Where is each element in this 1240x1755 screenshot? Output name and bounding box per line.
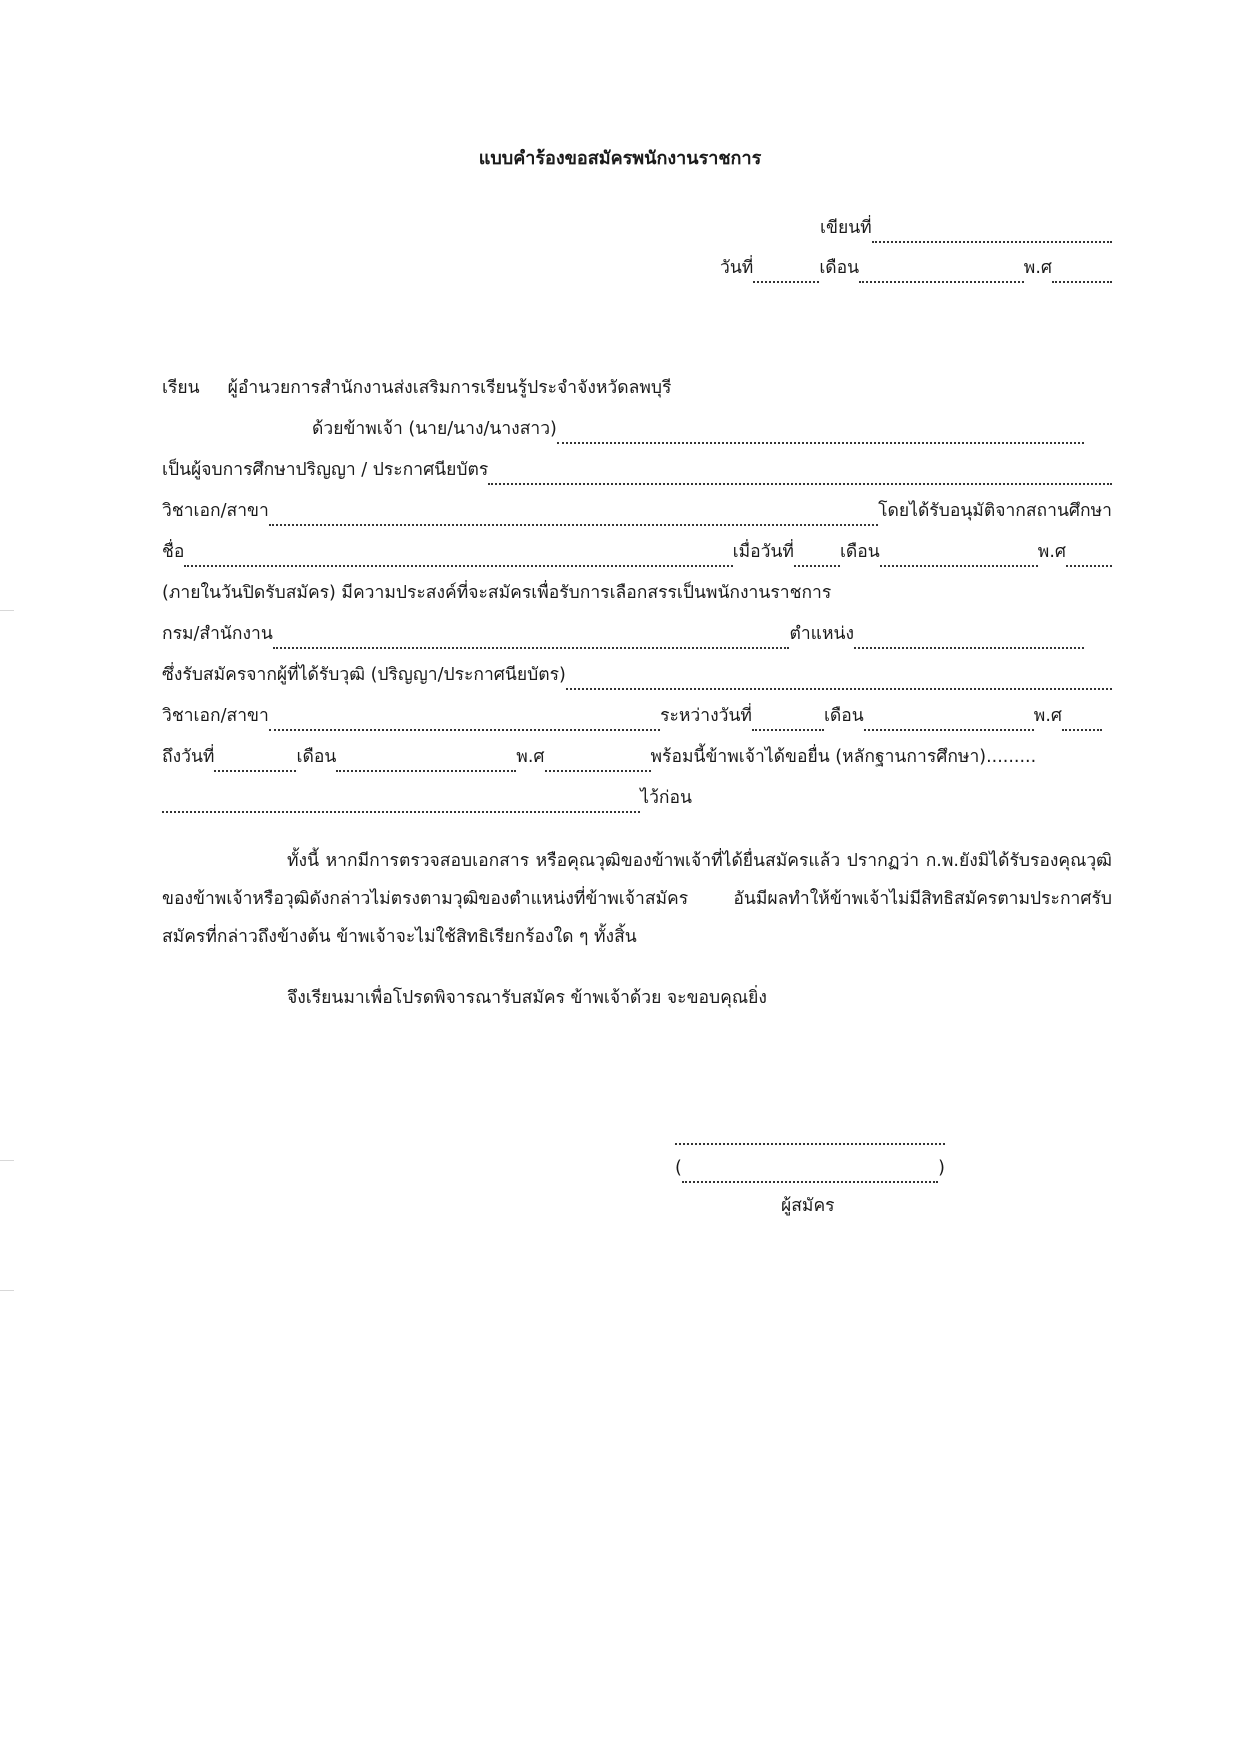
applicant-name-field[interactable]: [557, 440, 1084, 444]
to-month-label: เดือน: [296, 747, 337, 767]
grad-year-field[interactable]: [1066, 563, 1112, 567]
from-year-label: พ.ศ: [1033, 706, 1062, 726]
to-month-field[interactable]: [336, 768, 516, 772]
open-paren: (: [675, 1158, 682, 1178]
signer-role: ผู้สมัคร: [781, 1196, 835, 1216]
written-at-label: เขียนที่: [820, 218, 872, 238]
to-year-label: พ.ศ: [516, 747, 545, 767]
qualification-row: [162, 667, 1112, 695]
signature-field[interactable]: [675, 1141, 945, 1145]
from-month-field[interactable]: [864, 727, 1034, 731]
department-label: กรม/สำนักงาน: [162, 624, 273, 644]
major-row: [162, 503, 1112, 531]
to-row: [162, 380, 1112, 408]
grad-day-field[interactable]: [794, 563, 840, 567]
intent-row: [162, 585, 1112, 613]
applicant-label: ด้วยข้าพเจ้า (นาย/นาง/นางสาว): [312, 419, 557, 439]
scan-edge-mark: [0, 610, 14, 611]
position-field[interactable]: [854, 645, 1084, 649]
major-field[interactable]: [269, 522, 878, 526]
signer-name-field[interactable]: [682, 1179, 938, 1183]
date-day-field[interactable]: [753, 279, 819, 283]
to-recipient: ผู้อำนวยการสำนักงานส่งเสริมการเรียนรู้ประจำจังหวัดลพบุรี: [227, 378, 672, 398]
grad-month-label: เดือน: [839, 542, 880, 562]
attached-row: [162, 790, 692, 818]
from-day-field[interactable]: [752, 727, 824, 731]
written-at-field[interactable]: [872, 239, 1112, 243]
department-field[interactable]: [273, 645, 790, 649]
date-row: [720, 260, 1112, 288]
date-label: วันที่: [720, 258, 754, 278]
to-day-field[interactable]: [214, 768, 296, 772]
intent-text: (ภายในวันปิดรับสมัคร) มีความประสงค์ที่จะสมัครเพื่อรับการเลือกสรรเป็นพนักงานราชการ: [162, 583, 832, 603]
date-year-label: พ.ศ: [1023, 258, 1052, 278]
attached-label: ไว้ก่อน: [640, 788, 692, 808]
signer-name-row: [675, 1160, 945, 1188]
grad-year-label: พ.ศ: [1037, 542, 1066, 562]
period-row: [162, 708, 1102, 736]
scan-edge-mark: [0, 1160, 14, 1161]
signer-role-row: [781, 1198, 901, 1226]
position-label: ตำแหน่ง: [789, 624, 854, 644]
date-year-field[interactable]: [1052, 279, 1112, 283]
major2-field[interactable]: [269, 727, 660, 731]
from-month-label: เดือน: [823, 706, 864, 726]
scan-edge-mark: [0, 1290, 14, 1291]
closing-row: [287, 990, 1112, 1018]
required-qualification-field[interactable]: [566, 686, 1112, 690]
closing-text: จึงเรียนมาเพื่อโปรดพิจารณารับสมัคร ข้าพเจ้าด้วย จะขอบคุณยิ่ง: [287, 988, 767, 1008]
institution-field[interactable]: [184, 563, 732, 567]
when-label: เมื่อวันที่: [732, 542, 794, 562]
date-month-label: เดือน: [819, 258, 860, 278]
applicant-row: [312, 421, 1084, 449]
institution-row: [162, 544, 1112, 572]
close-paren: ): [938, 1158, 945, 1178]
submit-dots: .........: [986, 747, 1037, 767]
submit-label: พร้อมนี้ข้าพเจ้าได้ขอยื่น (หลักฐานการศึกษา): [650, 747, 987, 767]
institution-name-label: ชื่อ: [162, 542, 185, 562]
between-label: ระหว่างวันที่: [660, 706, 752, 726]
to-date-label: ถึงวันที่: [162, 747, 215, 767]
major2-label: วิชาเอก/สาขา: [162, 706, 269, 726]
graduate-row: [162, 462, 1112, 490]
qualification-label: ซึ่งรับสมัครจากผู้ที่ได้รับวุฒิ (ปริญญา/ประกาศนียบัตร): [162, 665, 566, 685]
grad-month-field[interactable]: [880, 563, 1038, 567]
condition-paragraph: ทั้งนี้ หากมีการตรวจสอบเอกสาร หรือคุณวุฒิของข้าพเจ้าที่ได้ยื่นสมัครแล้ว ปรากฏว่า ก.พ.ยังมิได้รับรองคุณวุฒิของข้าพเจ้าหรือวุฒิดังกล่าวไม่ตรงตามวุฒิของตำแหน่งที่ข้าพเจ้าสมัคร อันมีผลทำให้ข้าพเจ้าไม่มีสิทธิสมัครตามประกาศรับสมัครที่กล่าวถึงข้างต้น ข้าพเจ้าจะไม่ใช้สิทธิเรียกร้องใด ๆ ทั้งสิ้น: [162, 851, 1112, 947]
to-date-row: [162, 749, 1082, 777]
approved-label: โดยได้รับอนุมัติจากสถานศึกษา: [878, 501, 1112, 521]
major-label: วิชาเอก/สาขา: [162, 501, 269, 521]
evidence-field[interactable]: [162, 809, 640, 813]
to-label: เรียน: [162, 378, 200, 398]
date-month-field[interactable]: [859, 279, 1024, 283]
graduate-label: เป็นผู้จบการศึกษาปริญญา / ประกาศนียบัตร: [162, 460, 489, 480]
department-row: [162, 626, 1084, 654]
form-title: แบบคำร้องขอสมัครพนักงานราชการ: [478, 148, 762, 169]
from-year-field[interactable]: [1062, 727, 1102, 731]
signature-row: [675, 1122, 945, 1150]
written-at-row: [820, 220, 1112, 248]
degree-field[interactable]: [488, 481, 1112, 485]
to-year-field[interactable]: [545, 768, 651, 772]
